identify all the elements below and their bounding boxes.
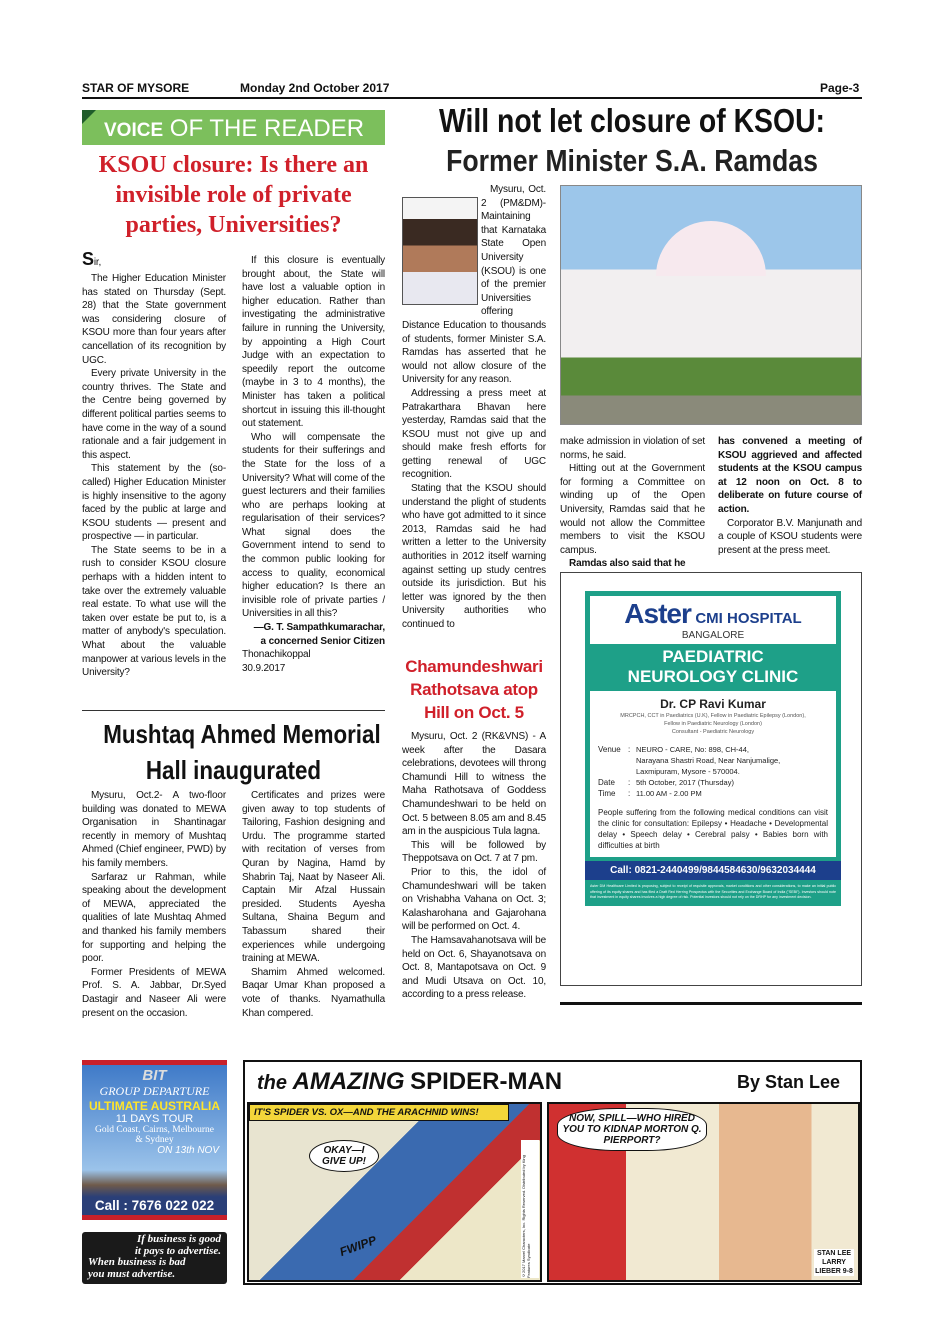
bit-phone[interactable]: Call : 7676 022 022	[94, 1198, 215, 1213]
paragraph: Shamim Ahmed welcomed. Baqar Umar Khan proposed a vote of thanks. Nyamathulla Khan compered.	[242, 966, 385, 1019]
speech-bubble: NOW, SPILL—WHO HIRED YOU TO KIDNAP MORTON Q. PIERPORT?	[557, 1108, 707, 1151]
of-the-reader: OF THE READER	[169, 115, 365, 142]
letter-headline: KSOU closure: Is there an invisible role of private parties, Universities?	[98, 152, 369, 238]
clinic-line: PAEDIATRIC	[662, 647, 764, 666]
aster-ad-inner	[585, 591, 841, 906]
paper-name: STAR OF MYSORE	[82, 81, 190, 95]
paragraph: Stating that the KSOU should understand the plight of students who have got admitted to it since 2013, Ramdas said he had written a letter to the University authorities in 2012 itself warning against setting up study centres outside its jurisdiction. But his letter was ignored by the then University authorities who continued to	[402, 483, 546, 630]
ksou-column-1	[402, 183, 546, 632]
divider	[82, 710, 385, 711]
time-value: 11.00 AM - 2.00 PM	[636, 789, 702, 798]
aster-ad[interactable]	[560, 572, 862, 986]
business-ad	[82, 1232, 227, 1284]
paragraph: The Hamsavahanotsava will be held on Oct. 6, Shayanotsava on Oct. 8, Mantapotsava on Oct. 9 and Mudi Utsava on Oct. 10, according to a press release.	[402, 934, 546, 1001]
header-rule	[82, 97, 862, 99]
doctor-name: Dr. CP Ravi Kumar	[660, 697, 766, 711]
ksou-headline-1: Will not let closure of KSOU:	[438, 102, 826, 139]
aster-hospital: CMI HOSPITAL	[695, 610, 802, 627]
paragraph: Mysuru, Oct. 2 (RK&VNS) - A week after the Dasara celebrations, devotees will throng Chamundi Hill to witness the Maha Rathotsava of Goddess Chamundeshwari to be held on Oct. 5 between 8.05 am and 8.45 am in the auspicious Tula lagna.	[402, 731, 546, 838]
time-row: Time : 11.00 AM - 2.00 PM	[598, 789, 702, 798]
ksou-column-3	[718, 435, 862, 557]
letter-date: 30.9.2017	[242, 662, 286, 674]
date-label: Date	[598, 778, 615, 787]
venue-row: Venue : NEURO - CARE, No: 898, CH-44, Narayana Shastri Road, Near Nanjumalige, Laxmipuram, Mysore - 570004.	[598, 745, 781, 776]
time-label: Time	[598, 789, 616, 798]
aster-phone[interactable]: Call: 0821-2440499/9844584630/9632034444	[585, 861, 841, 880]
comic-caption: IT'S SPIDER VS. OX—AND THE ARACHNID WINS!	[249, 1104, 509, 1121]
ad-line: 11 DAYS TOUR	[115, 1113, 194, 1125]
paragraph: The Higher Education Minister has stated on Thursday (Sept. 28) that the State government was considering closure of KSOU more than four years after cancellation of its recognition by UGC.	[82, 273, 226, 366]
bold-paragraph: has convened a meeting of KSOU aggrieved and affected students at the KSOU campus at 12 noon on Oct. 8 to deliberate on future course of action.	[718, 436, 862, 515]
bit-travel-ad[interactable]	[82, 1060, 227, 1220]
drop-cap: S	[82, 249, 94, 269]
comic-panel-2	[547, 1102, 860, 1282]
photo-wrap	[402, 183, 481, 306]
signature: —G. T. Sampathkumarachar,	[253, 622, 385, 634]
comic-title: the AMAZING SPIDER-MAN	[257, 1068, 563, 1095]
lead-text: Mysuru, Oct. 2 (PM&DM)- Maintaining that Karnataka State Open University (KSOU) is one of the premier Universities offering Distance Education to thousands of students, former Minister S.A. Ramdas has asserted that he would not allow closure of the University for any reason.	[402, 184, 546, 386]
voice-of-reader-banner	[82, 110, 385, 145]
ad-line: Gold Coast, Cairns, Melbourne	[94, 1125, 214, 1135]
ksou-column-2	[560, 435, 705, 571]
clinic-title	[590, 644, 836, 691]
paragraph: Former Presidents of MEWA Prof. S. A. Jabbar, Dr.Syed Dastagir and Naseer Ali were present on the occasion.	[82, 966, 226, 1019]
venue-line: NEURO - CARE, No: 898, CH-44,	[636, 745, 749, 754]
bit-logo: BIT	[142, 1067, 167, 1084]
venue-line: Narayana Shastri Road, Near Nanjumalige,	[636, 756, 781, 765]
ad-line: GROUP DEPARTURE	[99, 1084, 210, 1098]
ad-line: ON 13th NOV	[157, 1145, 219, 1156]
comic-panel-1	[247, 1102, 542, 1282]
conditions-text: People suffering from the following medical conditions can visit the clinic for consultation: Epilepsy • Headache • Developmental delay • Speech delay • Cerebral palsy • Babies born with difficulties at birth	[598, 808, 828, 850]
paragraph: Prior to this, the idol of Chamundeshwari will be taken on Vrishabha Vahana on Oct. 3; Kalasharohana and Gajarohana will be performed on Oct. 4.	[402, 866, 546, 933]
paragraph: Who will compensate the students for their sufferings and the State for the loss of a University? What will come of the guest lecturers and their families who are perhaps looking at regularisation of their services? What signal does the Government intend to send to the common public looking for access to quality, economical higher education? Is there an invisible role of private parties / Universities in all this?	[242, 431, 385, 620]
headline-line: Mushtaq Ahmed Memorial	[103, 719, 381, 749]
letter-column-1	[82, 250, 226, 680]
qual-line: MRCPCH, CCT in Paediatrics (U.K), Fellow in Paediatric Epilepsy (London),	[620, 713, 806, 719]
comic-title-bar	[245, 1062, 860, 1100]
ad-line: When business is bad	[88, 1256, 186, 1268]
ad-line: If business is good	[136, 1233, 221, 1245]
aster-logo: Aster	[624, 598, 691, 629]
aster-logo-box	[590, 596, 836, 644]
spiderman-comic	[243, 1060, 862, 1285]
paragraph: Corporator B.V. Manjunath and a couple of KSOU students were present at the press meet.	[718, 517, 862, 556]
divider	[560, 1002, 862, 1005]
clinic-details	[590, 691, 836, 857]
paragraph: Mysuru, Oct.2- A two-floor building was donated to MEWA Organisation in Shantinagar recently in memory of Mushtaq Ahmed (Chief engineer, PWD) by his family members.	[82, 790, 226, 869]
paragraph: make admission in violation of set norms, he said.	[560, 436, 705, 461]
paragraph: Certificates and prizes were given away to top students of Tailoring, Fashion designing and Urdu. The programme started with recitation of verses from Quran by Nagina, Hamd by Shabrin Taj, Naat by Naseer Ali. Captain Mir Afzal Hussain presided. Students Ayesha Sultana, Shaina Begum and Tabassum shared their experiences while undergoing training at MEWA.	[242, 790, 385, 965]
aster-disclaimer: Aster DM Healthcare Limited is proposing, subject to receipt of requisite approvals, market conditions and other considerations, to make an initial public offering of its equity shares and has filed a Draft Red Herring Prospectus with the Securities and Exchange Board of India ("SEBI"). Investors should note that investment in equity shares involves a high degree of risk. Potential investors should not rely on the DRHP for any investment decision.	[590, 884, 836, 900]
doctor-quals	[598, 712, 828, 736]
venue-label: Venue	[598, 745, 621, 754]
mushtaq-headline	[82, 716, 385, 788]
dome	[656, 221, 766, 276]
sound-effect: FWIPP	[337, 1232, 379, 1260]
ad-line: you must advertise.	[88, 1267, 176, 1280]
page-number: Page-3	[820, 81, 860, 95]
paragraph: Hitting out at the Government for forming a Committee on winding up of the Open University, Ramdas said that he would not allow the Committee members to visit the KSOU campus.	[560, 463, 705, 556]
bold-paragraph: Ramdas also said that he	[569, 558, 686, 570]
voice-word: VOICE	[104, 120, 164, 141]
chamundi-body	[402, 730, 546, 1002]
clinic-line: NEUROLOGY CLINIC	[627, 667, 799, 686]
qual-line: Consultant - Paediatric Neurology	[671, 729, 755, 735]
paragraph: This will be followed by Theppotsava on Oct. 7 at 7 pm.	[402, 839, 546, 865]
ad-line: & Sydney	[135, 1135, 174, 1145]
paragraph: Every private University in the country thrives. The State and the Centre being governed by different political parties seems to have come in the way of a sound rationale and a fair judgement in this aspect.	[82, 368, 226, 461]
ksou-building-photo	[560, 185, 862, 425]
comic-byline: By Stan Lee	[736, 1072, 840, 1092]
mushtaq-column-1	[82, 789, 226, 1020]
chamundi-headline: Chamundeshwari Rathotsava atop Hill on Oct. 5	[405, 657, 543, 722]
paragraph: The State seems to be in a rush to consider KSOU closure perhaps with a hidden intent to take over the extremely valuable real estate. To what use will the taken over estate be put to, is a matter of anybody's speculation. What about the valuable manpower at various levels in the University?	[82, 544, 226, 679]
ad-line: it pays to advertise.	[134, 1244, 221, 1257]
comic-credit: STAN LEE LARRY LIEBER 9-8	[815, 1250, 853, 1275]
salutation: ir,	[93, 257, 102, 268]
date-row: Date : 5th October, 2017 (Thursday)	[598, 778, 734, 787]
signature-title: a concerned Senior Citizen	[260, 635, 385, 647]
venue-line: Laxmipuram, Mysore - 570004.	[636, 767, 740, 776]
qual-line: Fellow in Paediatric Neurology (London)	[664, 721, 762, 727]
aster-city: BANGALORE	[681, 630, 745, 641]
date-value: 5th October, 2017 (Thursday)	[636, 778, 734, 787]
paragraph: Addressing a press meet at Patrakarthara Bhavan here yesterday, Ramdas said that the KSOU must not give up and should make fresh efforts for getting renewal of UGC recognition.	[402, 387, 546, 481]
issue-date: Monday 2nd October 2017	[240, 81, 390, 95]
comic-copyright: ©2017 Marvel Characters, Inc. Rights Reserved. Distributed by King Features Syndicate	[521, 1140, 539, 1278]
letter-column-2	[242, 254, 385, 675]
mushtaq-column-2	[242, 789, 385, 1020]
paragraph: Sarfaraz ur Rahman, while speaking about the development of MEWA, appreciated the qualities of late Mushtaq Ahmed and thanked his family members for supporting and helping the poor.	[82, 871, 226, 965]
ksou-headline-2: Former Minister S.A. Ramdas	[446, 143, 818, 178]
lead-paragraph	[402, 183, 546, 387]
paragraph: If this closure is eventually brought about, the State will have lost a valuable option in higher education. Rather than investigating the administrative failure in running the University, by appointing a High Court Judge with an expectation to speedily report the outcome (maybe in 3 to 4 months), the Minister has taken a political shortcut in issuing this ill-thought out statement.	[242, 255, 385, 430]
letter-place: Thonachikoppal	[242, 649, 311, 661]
paragraph: This statement by the (so-called) Higher Education Minister is highly insensitive to the agony faced by the public at large and KSOU students — present and prospective — in particular.	[82, 463, 226, 543]
headline-line: Hall inaugurated	[145, 755, 322, 785]
speech-bubble: OKAY—I GIVE UP!	[309, 1140, 379, 1172]
corner-decoration	[82, 110, 96, 124]
ad-line: ULTIMATE AUSTRALIA	[88, 1099, 221, 1113]
